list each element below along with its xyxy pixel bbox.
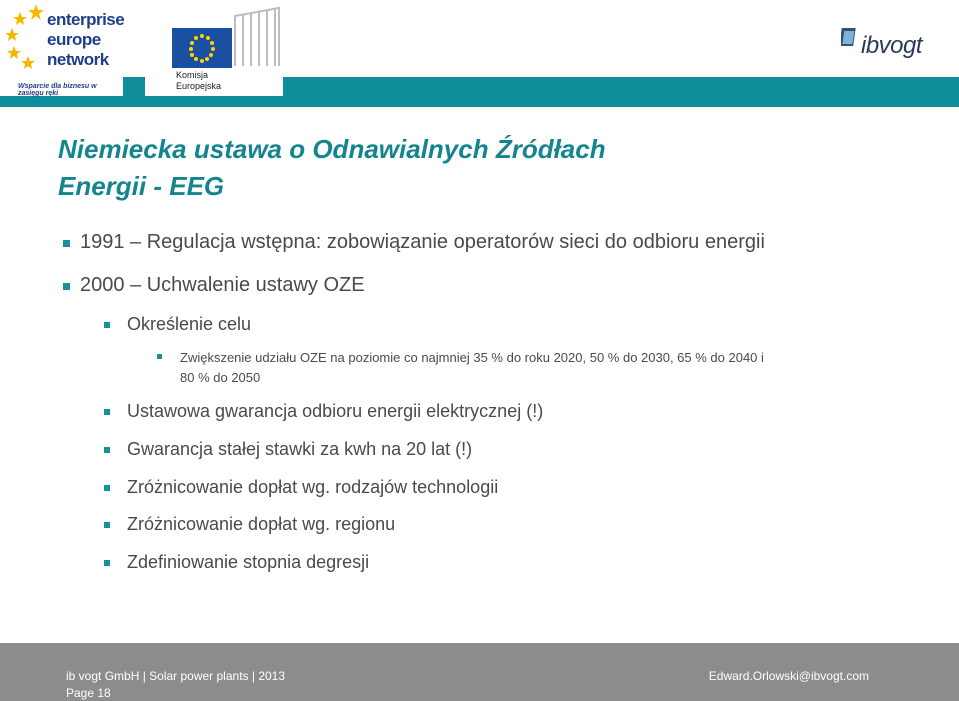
bullet-icon xyxy=(104,560,110,566)
header-band xyxy=(0,77,959,107)
european-commission-logo xyxy=(145,0,283,96)
ek-wordmark xyxy=(176,70,221,92)
slide-title-line-2: Energii - EEG xyxy=(58,171,225,201)
bullet-icon xyxy=(63,240,70,247)
footer-company: ib vogt GmbH | Solar power plants | 2013 xyxy=(66,669,286,683)
enterprise-europe-network-logo xyxy=(0,0,123,96)
page-label: Page xyxy=(66,686,95,700)
building-icon xyxy=(233,6,281,68)
ek-line-1: Komisja xyxy=(176,70,209,80)
bullet-cel: Określenie celu xyxy=(127,314,252,334)
bullet-icon xyxy=(104,522,110,528)
bullet-technologie: Zróżnicowanie dopłat wg. rodzajów technologii xyxy=(127,477,499,497)
page-number: 18 xyxy=(97,686,111,700)
bullet-1991: 1991 – Regulacja wstępna: zobowiązanie operatorów sieci do odbioru energii xyxy=(80,231,765,253)
bullet-icon xyxy=(104,409,110,415)
footer xyxy=(0,643,959,701)
ek-line-2: Europejska xyxy=(176,81,222,91)
bullet-region: Zróżnicowanie dopłat wg. regionu xyxy=(127,514,396,534)
star-icon xyxy=(6,2,50,72)
bullet-2000: 2000 – Uchwalenie ustawy OZE xyxy=(80,274,365,296)
ibvogt-logo xyxy=(841,26,931,66)
een-line-3: network xyxy=(47,50,109,69)
slide-title-line-1: Niemiecka ustawa o Odnawialnych Źródłach xyxy=(58,134,606,164)
bullet-gwarancja-stawki: Gwarancja stałej stawki za kwh na 20 lat (!) xyxy=(127,439,473,459)
bullet-cel-detail-line-1: Zwiększenie udziału OZE na poziomie co najmniej 35 % do roku 2020, 50 % do 2030, 65 % do 2040 i xyxy=(180,350,764,365)
een-wordmark xyxy=(47,10,124,70)
bullet-icon xyxy=(104,447,110,453)
page-indicator xyxy=(66,686,111,700)
bullet-icon xyxy=(157,354,162,359)
footer-email: Edward.Orlowski@ibvogt.com xyxy=(708,669,869,683)
bullet-cel-detail-line-2: 80 % do 2050 xyxy=(180,370,261,385)
slide-title xyxy=(58,131,606,205)
bullet-gwarancja-odbioru: Ustawowa gwarancja odbioru energii elektrycznej (!) xyxy=(127,401,544,421)
een-line-2: europe xyxy=(47,30,101,49)
bullet-icon xyxy=(104,322,110,328)
ibvogt-wordmark: ibvogt xyxy=(861,32,923,59)
bullet-icon xyxy=(63,283,70,290)
ibvogt-mark-icon xyxy=(841,26,861,50)
eu-flag-icon xyxy=(172,28,232,68)
bullet-icon xyxy=(104,485,110,491)
een-line-1: enterprise xyxy=(47,10,125,29)
een-tagline: Wsparcie dla biznesu w zasięgu ręki xyxy=(18,83,97,97)
bullet-degresja: Zdefiniowanie stopnia degresji xyxy=(127,552,370,572)
header xyxy=(0,0,959,96)
